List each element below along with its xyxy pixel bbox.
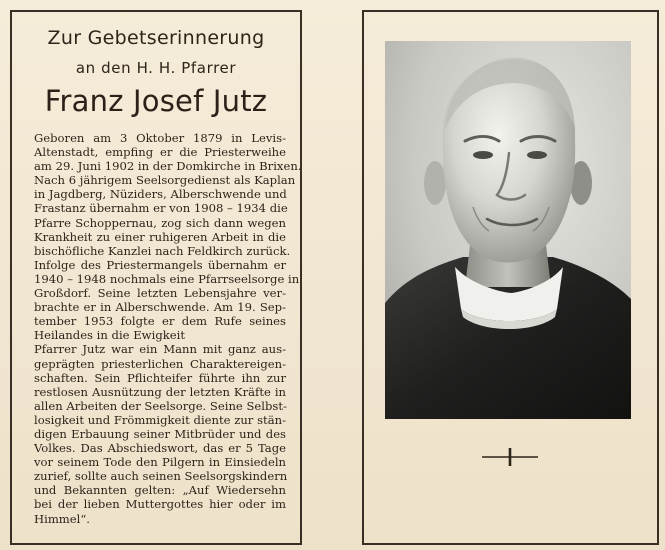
biography-line: Infolge des Priestermangels übernahm er [34,257,286,272]
deceased-name: Franz Josef Jutz [44,84,268,118]
biography-line: restlosen Ausnützung der letzten Kräfte in [34,384,286,399]
heading-prayer-remembrance: Zur Gebetserinnerung [47,27,265,49]
biography-line: am 29. Juni 1902 in der Domkirche in Brixen. [34,159,302,174]
portrait-illustration [385,41,631,419]
heading-dedication: an den H. H. Pfarrer [75,59,237,77]
biography-line: Frastanz übernahm er von 1908 – 1934 die [34,201,288,216]
photo-panel [362,10,659,545]
biography-line: zurief, sollte auch seinen Seelsorgskindern [34,469,288,484]
biography-line: Krankheit zu einer ruhigeren Arbeit in die [34,229,286,244]
biography-line: Himmel“. [34,511,90,526]
biography-line: Nach 6 jährigem Seelsorgedienst als Kaplan [34,173,296,188]
biography-line: Volkes. Das Abschiedswort, das er 5 Tage [34,441,286,456]
biography-line: Altenstadt, empfing er die Priesterweihe [34,145,286,160]
biography-line: digen Erbauung seiner Mitbrüder und des [34,426,286,441]
biography-line: 1940 – 1948 nochmals eine Pfarrseelsorge in [34,271,300,286]
biography-line: brachte er in Alberschwende. Am 19. Sep- [34,300,286,315]
biography-line: geprägten priesterlichen Charaktereigen- [34,356,286,371]
cross-icon [480,446,540,468]
biography-text [34,131,302,526]
biography-line: Pfarre Schoppernau, zog sich dann wegen [34,215,286,230]
biography-line: bischöfliche Kanzlei nach Feldkirch zurück. [34,243,291,258]
biography-line: Geboren am 3 Oktober 1879 in Levis- [34,131,286,145]
biography-line: tember 1953 folgte er dem Rufe seines [34,314,286,329]
biography-line: Großdorf. Seine letzten Lebensjahre ver- [34,286,286,301]
biography-line: Heilandes in die Ewigkeit [34,328,185,343]
portrait-photo [385,41,631,419]
cross-symbol [480,446,540,468]
biography-line: in Jagdberg, Nüziders, Alberschwende und [34,187,287,202]
biography-line: schaften. Sein Pflichteifer führte ihn zur [34,370,286,385]
text-panel [10,10,302,545]
biography-line: Pfarrer Jutz war ein Mann mit ganz aus- [34,342,286,357]
biography-line: vor seinem Tode den Pilgern in Einsiedeln [34,455,286,470]
biography-line: allen Arbeiten der Seelsorge. Seine Selbst- [34,398,287,413]
biography-line: losigkeit und Frömmigkeit diente zur stän- [34,412,286,427]
biography-line: bei der lieben Muttergottes hier oder im [34,497,286,512]
biography-line: und Bekannten gelten: „Auf Wiedersehn [34,483,286,498]
